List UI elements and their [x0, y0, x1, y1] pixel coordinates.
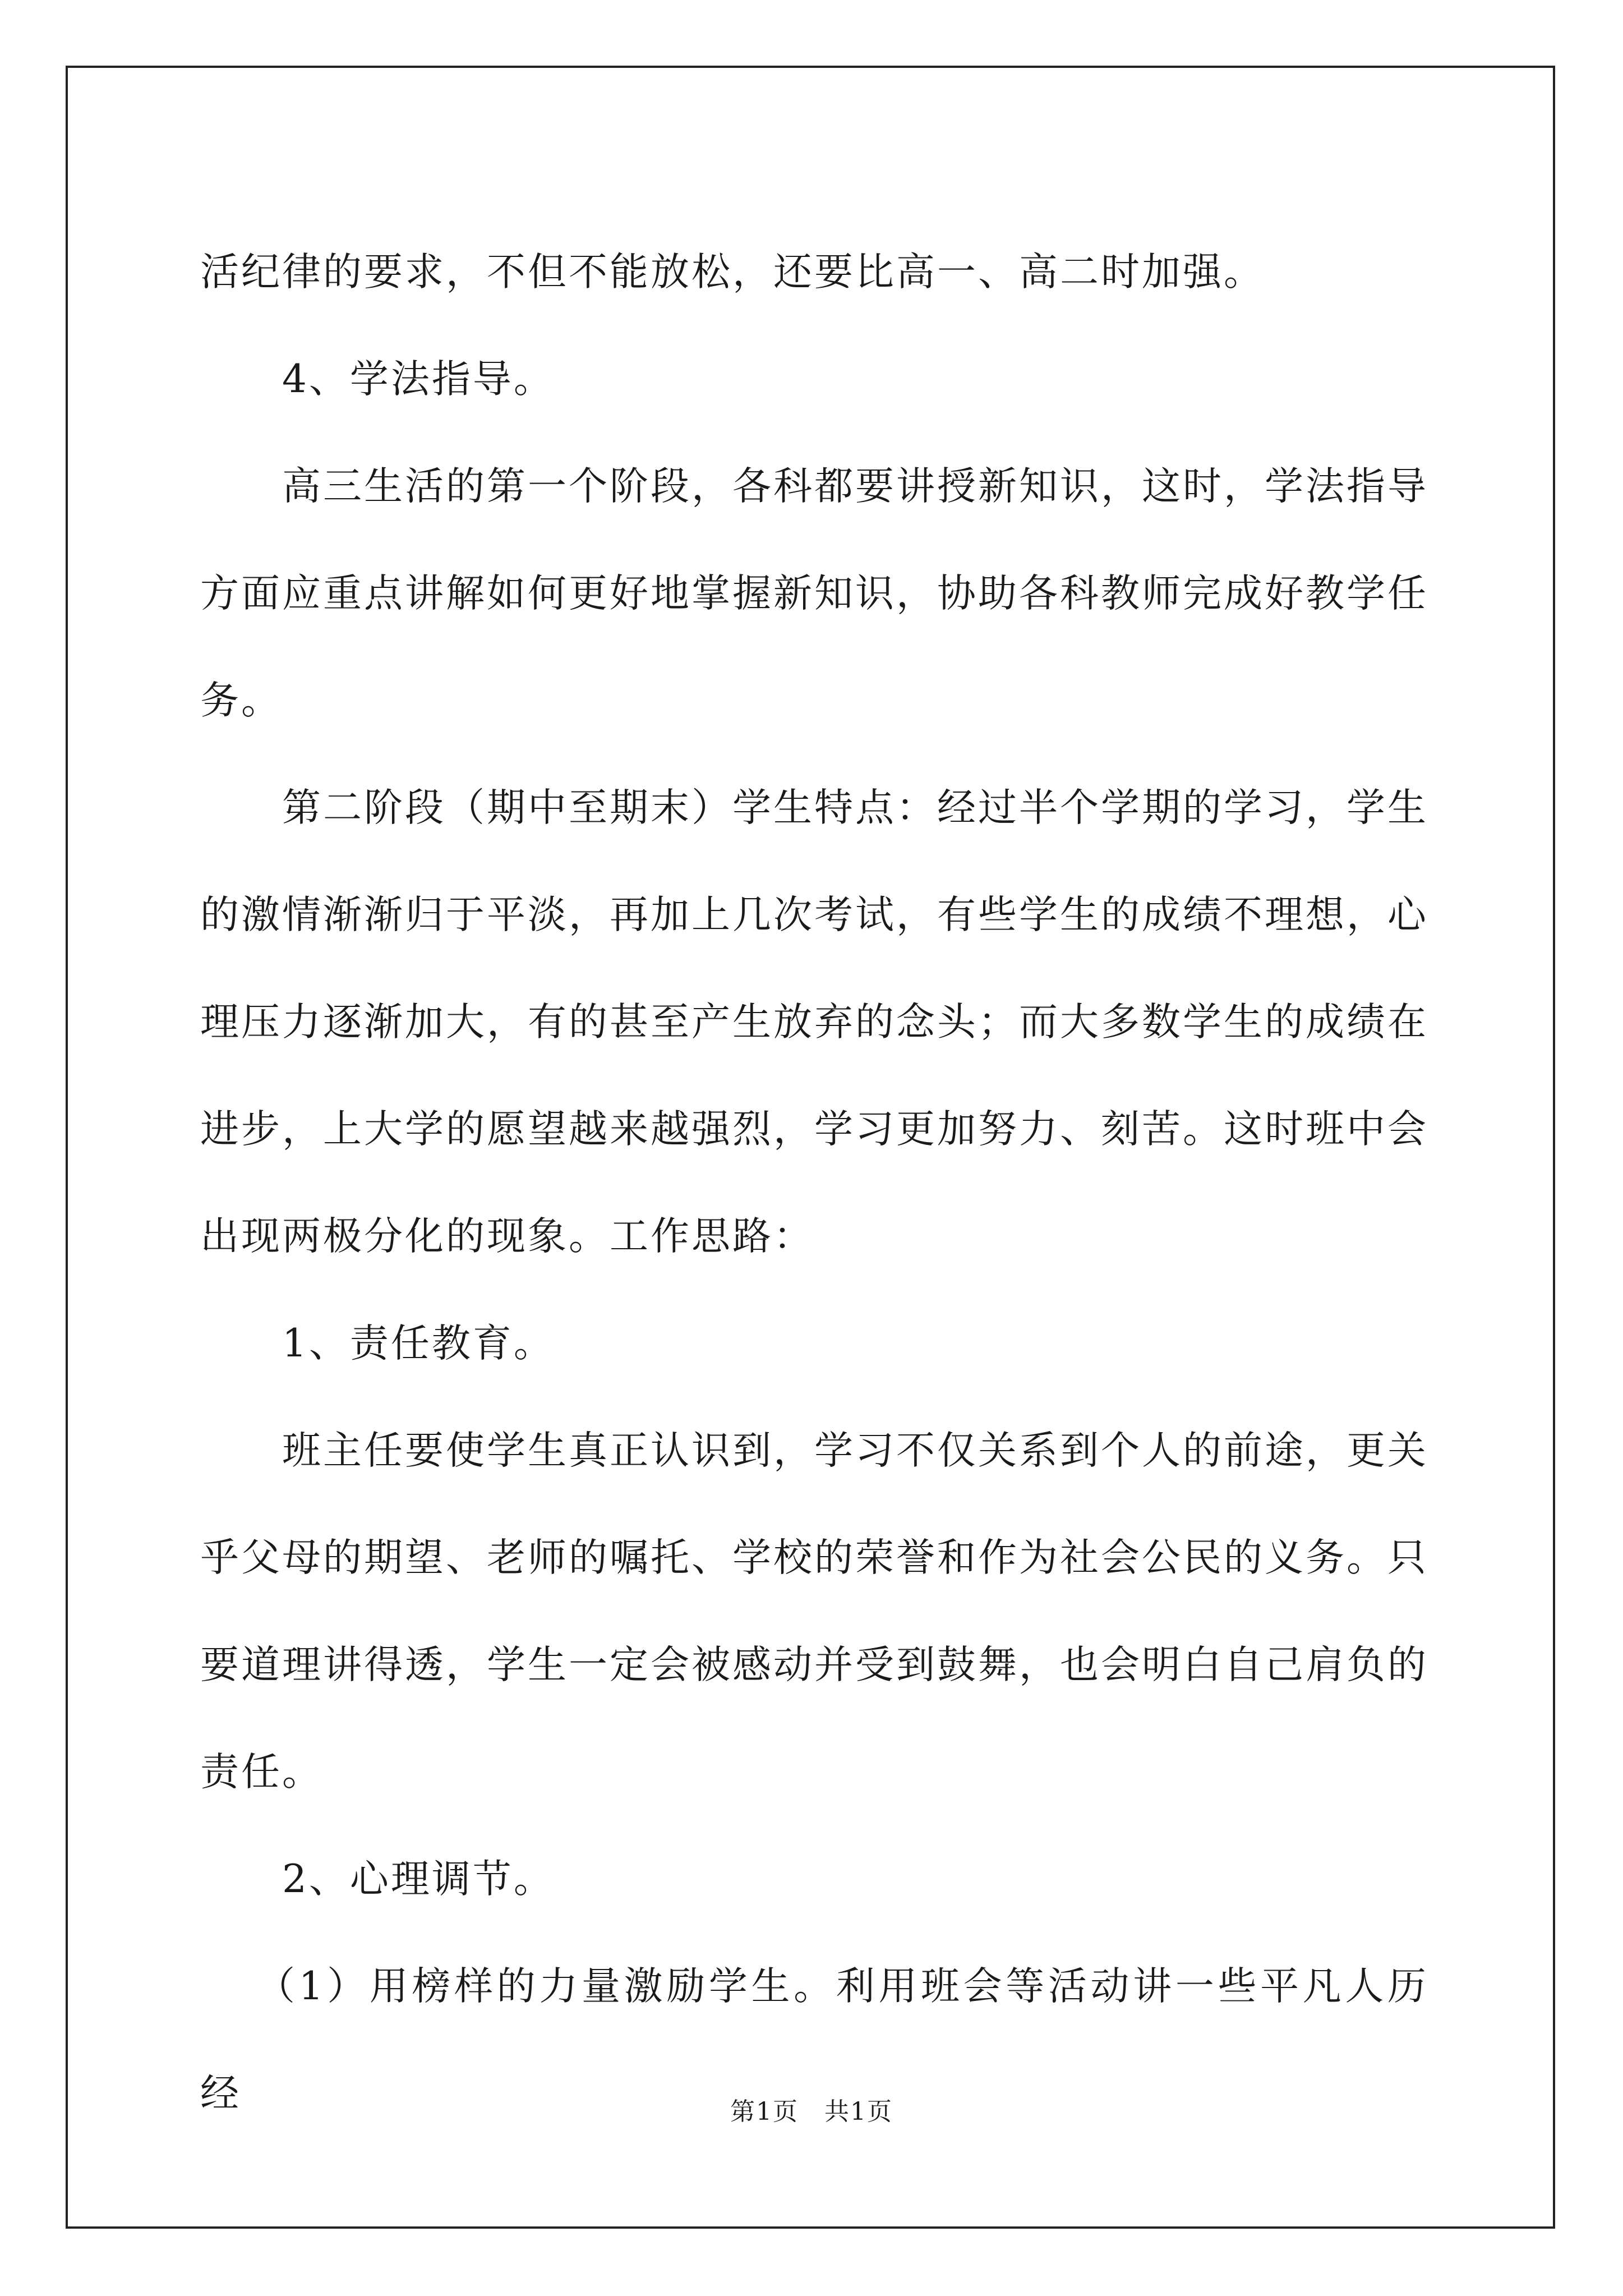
paragraph-4: 第二阶段（期中至期末）学生特点：经过半个学期的学习，学生的激情渐渐归于平淡，再加上几次考试，有些学生的成绩不理想，心理压力逐渐加大，有的甚至产生放弃的念头；而大多数学生的成绩在进步，上大学的愿望越来越强烈，学习更加努力、刻苦。这时班中会出现两极分化的现象。工作思路： [200, 785, 1428, 1259]
paragraph-8: （1）用榜样的力量激励学生。利用班会等活动讲一些平凡人历经 [200, 1964, 1428, 2116]
paragraph-7: 2、心理调节。 [282, 1857, 555, 1902]
page-footer: 第1页 共1页 [730, 2097, 893, 2126]
paragraph-6: 班主任要使学生真正认识到，学习不仅关系到个人的前途，更关乎父母的期望、老师的嘱托、学校的荣誉和作为社会公民的义务。只要道理讲得透，学生一定会被感动并受到鼓舞，也会明白自己肩负的责任。 [200, 1428, 1428, 1795]
paragraph-3: 高三生活的第一个阶段，各科都要讲授新知识，这时，学法指导方面应重点讲解如何更好地掌握新知识，协助各科教师完成好教学任务。 [200, 464, 1428, 723]
paragraph-1: 活纪律的要求，不但不能放松，还要比高一、高二时加强。 [200, 250, 1265, 295]
paragraph-5: 1、责任教育。 [282, 1321, 555, 1366]
paragraph-2: 4、学法指导。 [282, 357, 555, 402]
document-body [200, 219, 1428, 2147]
